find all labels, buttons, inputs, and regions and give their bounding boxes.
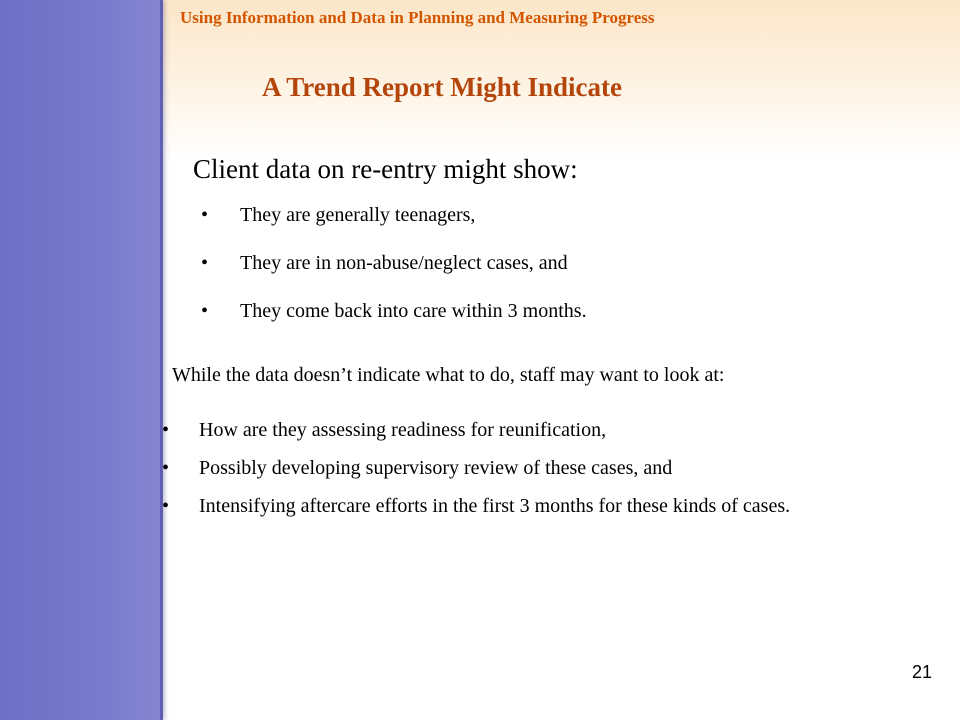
finding-text: They come back into care within 3 months. (240, 300, 587, 322)
bullet-icon: • (162, 495, 170, 517)
page-number: 21 (912, 662, 933, 682)
findings-list (201, 201, 587, 345)
list-item (201, 297, 587, 345)
slide-title: A Trend Report Might Indicate (262, 72, 623, 102)
actions-list (162, 419, 842, 533)
action-text: Possibly developing supervisory review of these cases, and (199, 457, 673, 479)
bullet-icon: • (201, 300, 209, 322)
list-item (201, 249, 587, 297)
list-item (162, 495, 842, 517)
bullet-icon: • (162, 457, 170, 479)
finding-text: They are in non-abuse/neglect cases, and (240, 252, 568, 274)
list-item (162, 419, 842, 441)
presentation-header: Using Information and Data in Planning and Measuring Progress (180, 8, 655, 27)
action-text: Intensifying aftercare efforts in the first 3 months for these kinds of cases. (199, 495, 791, 517)
list-item (201, 201, 587, 249)
action-text: How are they assessing readiness for reunification, (199, 419, 607, 441)
intro-text: Client data on re-entry might show: (193, 154, 578, 184)
bullet-icon: • (201, 252, 209, 274)
transition-text: While the data doesn’t indicate what to do, staff may want to look at: (172, 364, 725, 386)
left-decorative-panel (0, 0, 163, 720)
bullet-icon: • (162, 419, 170, 441)
bullet-icon: • (201, 204, 209, 226)
finding-text: They are generally teenagers, (240, 204, 476, 226)
list-item (162, 457, 842, 479)
